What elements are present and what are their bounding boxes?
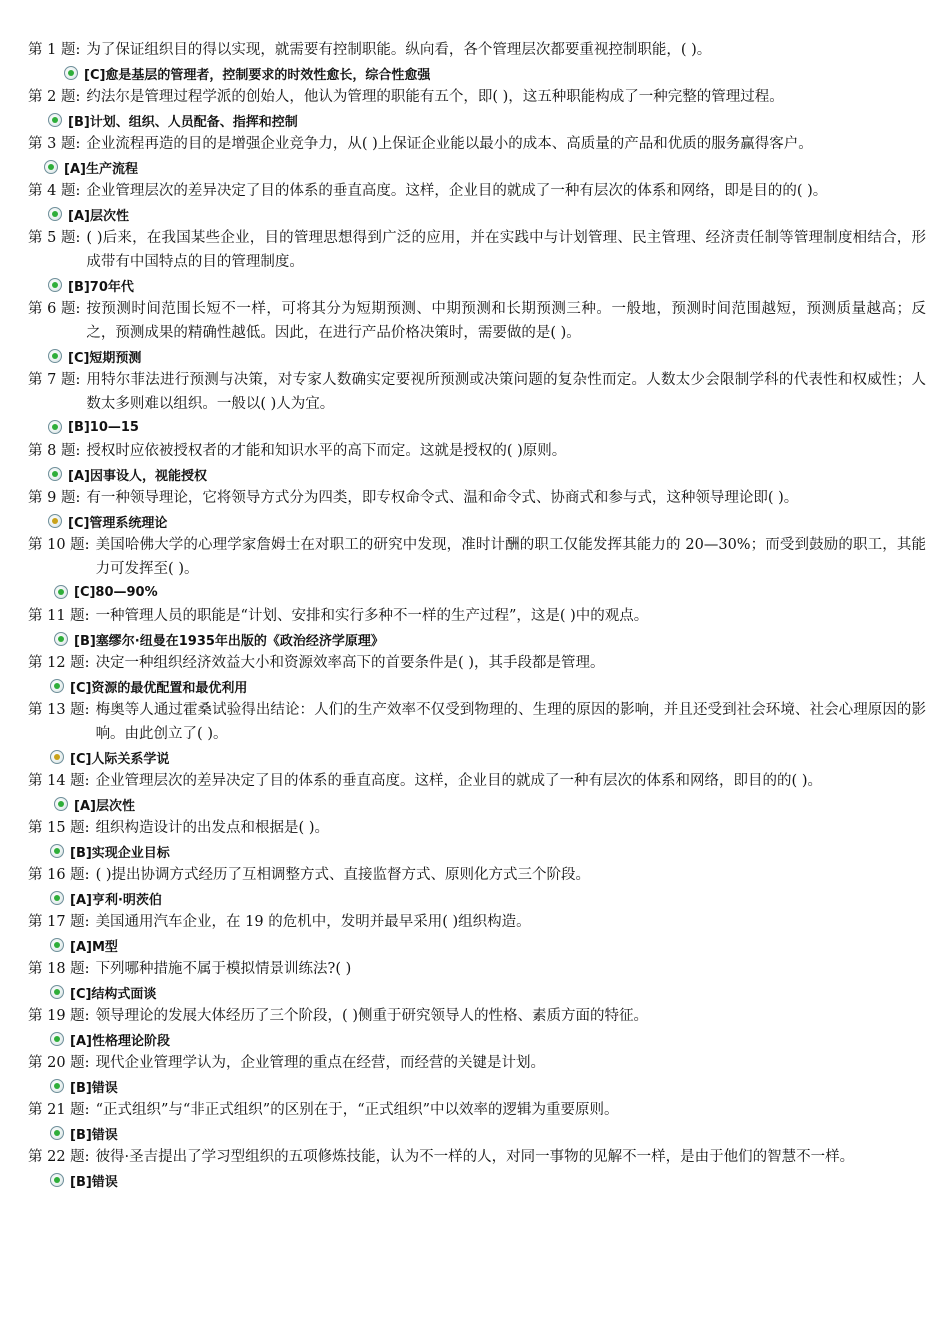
question-row — [28, 226, 926, 274]
question-row — [28, 698, 926, 746]
radio-selected-icon[interactable] — [48, 278, 62, 292]
radio-selected-icon[interactable] — [48, 467, 62, 481]
question-number: 第 20 题: — [28, 1055, 90, 1071]
question-row — [28, 1051, 926, 1075]
question-number: 第 8 题: — [28, 443, 81, 459]
answer-text: [B]70年代 — [68, 279, 134, 295]
answer-option[interactable] — [54, 581, 926, 603]
question-text: 按预测时间范围长短不一样，可将其分为短期预测、中期预测和长期预测三种。一般地，预测时间范围越短，预测质量越高；反之，预测成果的精确性越低。因此，在进行产品价格决策时，需要做的是( )。 — [86, 301, 926, 341]
answer-text: [B]错误 — [70, 1127, 118, 1143]
question-number: 第 4 题: — [28, 183, 81, 199]
question-row — [28, 132, 926, 156]
question-6 — [28, 297, 926, 367]
question-text: 一种管理人员的职能是“计划、安排和实行多种不一样的生产过程”，这是( )中的观点。 — [95, 608, 649, 624]
radio-selected-icon[interactable] — [54, 632, 68, 646]
answer-text: [B]错误 — [70, 1080, 118, 1096]
question-12 — [28, 651, 926, 697]
question-number: 第 22 题: — [28, 1149, 90, 1165]
answer-option[interactable] — [48, 416, 926, 438]
answer-text: [B]实现企业目标 — [70, 845, 170, 861]
answer-option[interactable] — [50, 1122, 926, 1144]
answer-text: [C]80—90% — [74, 584, 158, 600]
question-8 — [28, 439, 926, 485]
question-text: 组织构造设计的出发点和根据是( )。 — [95, 820, 329, 836]
question-row — [28, 651, 926, 675]
question-text: 美国通用汽车企业，在 19 的危机中，发明并最早采用( )组织构造。 — [95, 914, 531, 930]
answer-option[interactable] — [50, 934, 926, 956]
question-number: 第 17 题: — [28, 914, 90, 930]
radio-selected-icon[interactable] — [54, 797, 68, 811]
question-text: ( )后来，在我国某些企业，目的管理思想得到广泛的应用，并在实践中与计划管理、民主管理、经济责任制等管理制度相结合，形成带有中国特点的目的管理制度。 — [86, 230, 926, 270]
answer-text: [C]人际关系学说 — [70, 751, 170, 767]
answer-option[interactable] — [50, 981, 926, 1003]
question-22 — [28, 1145, 926, 1191]
answer-option[interactable] — [48, 345, 926, 367]
question-text: 授权时应依被授权者的才能和知识水平的高下而定。这就是授权的( )原则。 — [86, 443, 567, 459]
question-number: 第 1 题: — [28, 42, 81, 58]
question-3 — [28, 132, 926, 178]
answer-option[interactable] — [50, 887, 926, 909]
question-text: 梅奥等人通过霍桑试验得出结论：人们的生产效率不仅受到物理的、生理的原因的影响，并且还受到社会环境、社会心理原因的影响。由此创立了( )。 — [95, 702, 926, 742]
answer-text: [B]错误 — [70, 1174, 118, 1190]
question-number: 第 13 题: — [28, 702, 90, 718]
question-number: 第 21 题: — [28, 1102, 90, 1118]
question-number: 第 14 题: — [28, 773, 90, 789]
question-4 — [28, 179, 926, 225]
radio-selected-icon[interactable] — [50, 1079, 64, 1093]
answer-text: [C]资源的最优配置和最优利用 — [70, 680, 248, 696]
question-text: “正式组织”与“非正式组织”的区别在于，“正式组织”中以效率的逻辑为重要原则。 — [95, 1102, 619, 1118]
question-row — [28, 85, 926, 109]
question-number: 第 10 题: — [28, 537, 90, 553]
answer-option[interactable] — [54, 628, 926, 650]
question-text: 约法尔是管理过程学派的创始人，他认为管理的职能有五个，即( )，这五种职能构成了一种完整的管理过程。 — [86, 89, 784, 105]
question-2 — [28, 85, 926, 131]
question-row — [28, 486, 926, 510]
question-number: 第 6 题: — [28, 301, 81, 317]
question-number: 第 15 题: — [28, 820, 90, 836]
question-row — [28, 863, 926, 887]
answer-option[interactable] — [48, 274, 926, 296]
radio-selected-icon[interactable] — [50, 844, 64, 858]
question-number: 第 16 题: — [28, 867, 90, 883]
question-text: 为了保证组织目的得以实现，就需要有控制职能。纵向看，各个管理层次都要重视控制职能，( )。 — [86, 42, 712, 58]
question-row — [28, 439, 926, 463]
question-15 — [28, 816, 926, 862]
radio-selected-icon[interactable] — [50, 938, 64, 952]
answer-option[interactable] — [54, 793, 926, 815]
answer-option[interactable] — [50, 1028, 926, 1050]
question-text: 美国哈佛大学的心理学家詹姆士在对职工的研究中发现，准时计酬的职工仅能发挥其能力的 20—30%；而受到鼓励的职工，其能力可发挥至( )。 — [95, 537, 926, 577]
answer-text: [C]结构式面谈 — [70, 986, 157, 1002]
answer-text: [A]层次性 — [74, 798, 135, 814]
question-text: 现代企业管理学认为，企业管理的重点在经营，而经营的关键是计划。 — [95, 1055, 546, 1071]
question-14 — [28, 769, 926, 815]
question-11 — [28, 604, 926, 650]
question-number: 第 5 题: — [28, 230, 81, 246]
question-row — [28, 604, 926, 628]
question-text: 决定一种组织经济效益大小和资源效率高下的首要条件是( )，其手段都是管理。 — [95, 655, 605, 671]
radio-selected-icon[interactable] — [50, 1032, 64, 1046]
question-text: 彼得·圣吉提出了学习型组织的五项修炼技能，认为不一样的人，对同一事物的见解不一样，是由于他们的智慧不一样。 — [95, 1149, 855, 1165]
question-row — [28, 1098, 926, 1122]
answer-text: [C]愈是基层的管理者，控制要求的时效性愈长，综合性愈强 — [84, 67, 431, 83]
answer-option[interactable] — [44, 156, 926, 178]
radio-selected-icon[interactable] — [50, 679, 64, 693]
answer-option[interactable] — [50, 746, 926, 768]
question-17 — [28, 910, 926, 956]
question-9 — [28, 486, 926, 532]
question-21 — [28, 1098, 926, 1144]
answer-option[interactable] — [48, 109, 926, 131]
question-row — [28, 179, 926, 203]
radio-selected-icon[interactable] — [48, 113, 62, 127]
answer-text: [A]亨利·明茨伯 — [70, 892, 162, 908]
radio-selected-icon[interactable] — [48, 514, 62, 528]
question-row — [28, 533, 926, 581]
answer-text: [C]短期预测 — [68, 350, 142, 366]
question-number: 第 19 题: — [28, 1008, 90, 1024]
radio-selected-icon[interactable] — [48, 420, 62, 434]
question-text: 有一种领导理论，它将领导方式分为四类，即专权命令式、温和命令式、协商式和参与式，这种领导理论即( )。 — [86, 490, 799, 506]
question-row — [28, 38, 926, 62]
answer-option[interactable] — [48, 510, 926, 532]
question-text: 领导理论的发展大体经历了三个阶段，( )侧重于研究领导人的性格、素质方面的特征。 — [95, 1008, 648, 1024]
question-text: 企业管理层次的差异决定了目的体系的垂直高度。这样，企业目的就成了一种有层次的体系和网络，即目的的( )。 — [95, 773, 822, 789]
radio-selected-icon[interactable] — [48, 207, 62, 221]
question-row — [28, 368, 926, 416]
question-text: ( )提出协调方式经历了互相调整方式、直接监督方式、原则化方式三个阶段。 — [95, 867, 590, 883]
question-number: 第 3 题: — [28, 136, 81, 152]
radio-selected-icon[interactable] — [50, 1173, 64, 1187]
question-number: 第 18 题: — [28, 961, 90, 977]
radio-selected-icon[interactable] — [48, 349, 62, 363]
question-13 — [28, 698, 926, 768]
radio-selected-icon[interactable] — [54, 585, 68, 599]
question-row — [28, 910, 926, 934]
question-text: 企业流程再造的目的是增强企业竞争力，从( )上保证企业能以最小的成本、高质量的产品和优质的服务赢得客户。 — [86, 136, 813, 152]
question-20 — [28, 1051, 926, 1097]
question-row — [28, 957, 926, 981]
radio-selected-icon[interactable] — [50, 750, 64, 764]
question-row — [28, 769, 926, 793]
radio-selected-icon[interactable] — [50, 1126, 64, 1140]
radio-selected-icon[interactable] — [64, 66, 78, 80]
answer-option[interactable] — [48, 463, 926, 485]
question-number: 第 12 题: — [28, 655, 90, 671]
question-1 — [28, 38, 926, 84]
answer-option[interactable] — [64, 62, 926, 84]
question-row — [28, 1145, 926, 1169]
question-row — [28, 1004, 926, 1028]
question-number: 第 11 题: — [28, 608, 90, 624]
radio-selected-icon[interactable] — [50, 891, 64, 905]
question-19 — [28, 1004, 926, 1050]
answer-text: [A]性格理论阶段 — [70, 1033, 170, 1049]
question-text: 用特尔菲法进行预测与决策，对专家人数确实定要视所预测或决策问题的复杂性而定。人数太少会限制学科的代表性和权威性；人数太多则难以组织。一般以( )人为宜。 — [86, 372, 926, 412]
answer-text: [A]生产流程 — [64, 161, 138, 177]
question-text: 下列哪种措施不属于模拟情景训练法?( ) — [95, 961, 352, 977]
answer-text: [B]计划、组织、人员配备、指挥和控制 — [68, 114, 298, 130]
answer-text: [C]管理系统理论 — [68, 515, 168, 531]
radio-selected-icon[interactable] — [50, 985, 64, 999]
answer-text: [B]10—15 — [68, 419, 139, 435]
answer-text: [B]塞缪尔·纽曼在1935年出版的《政治经济学原理》 — [74, 633, 384, 649]
question-18 — [28, 957, 926, 1003]
question-10 — [28, 533, 926, 603]
answer-text: [A]层次性 — [68, 208, 129, 224]
question-number: 第 9 题: — [28, 490, 81, 506]
question-number: 第 7 题: — [28, 372, 81, 388]
question-row — [28, 816, 926, 840]
question-7 — [28, 368, 926, 438]
radio-selected-icon[interactable] — [44, 160, 58, 174]
answer-option[interactable] — [50, 1075, 926, 1097]
answer-text: [A]M型 — [70, 939, 118, 955]
answer-option[interactable] — [50, 1169, 926, 1191]
question-5 — [28, 226, 926, 296]
question-16 — [28, 863, 926, 909]
answer-option[interactable] — [50, 840, 926, 862]
answer-option[interactable] — [50, 675, 926, 697]
answer-option[interactable] — [48, 203, 926, 225]
quiz-document — [28, 38, 926, 1192]
answer-text: [A]因事设人，视能授权 — [68, 468, 207, 484]
question-number: 第 2 题: — [28, 89, 81, 105]
question-row — [28, 297, 926, 345]
question-text: 企业管理层次的差异决定了目的体系的垂直高度。这样，企业目的就成了一种有层次的体系和网络，即是目的的( )。 — [86, 183, 828, 199]
